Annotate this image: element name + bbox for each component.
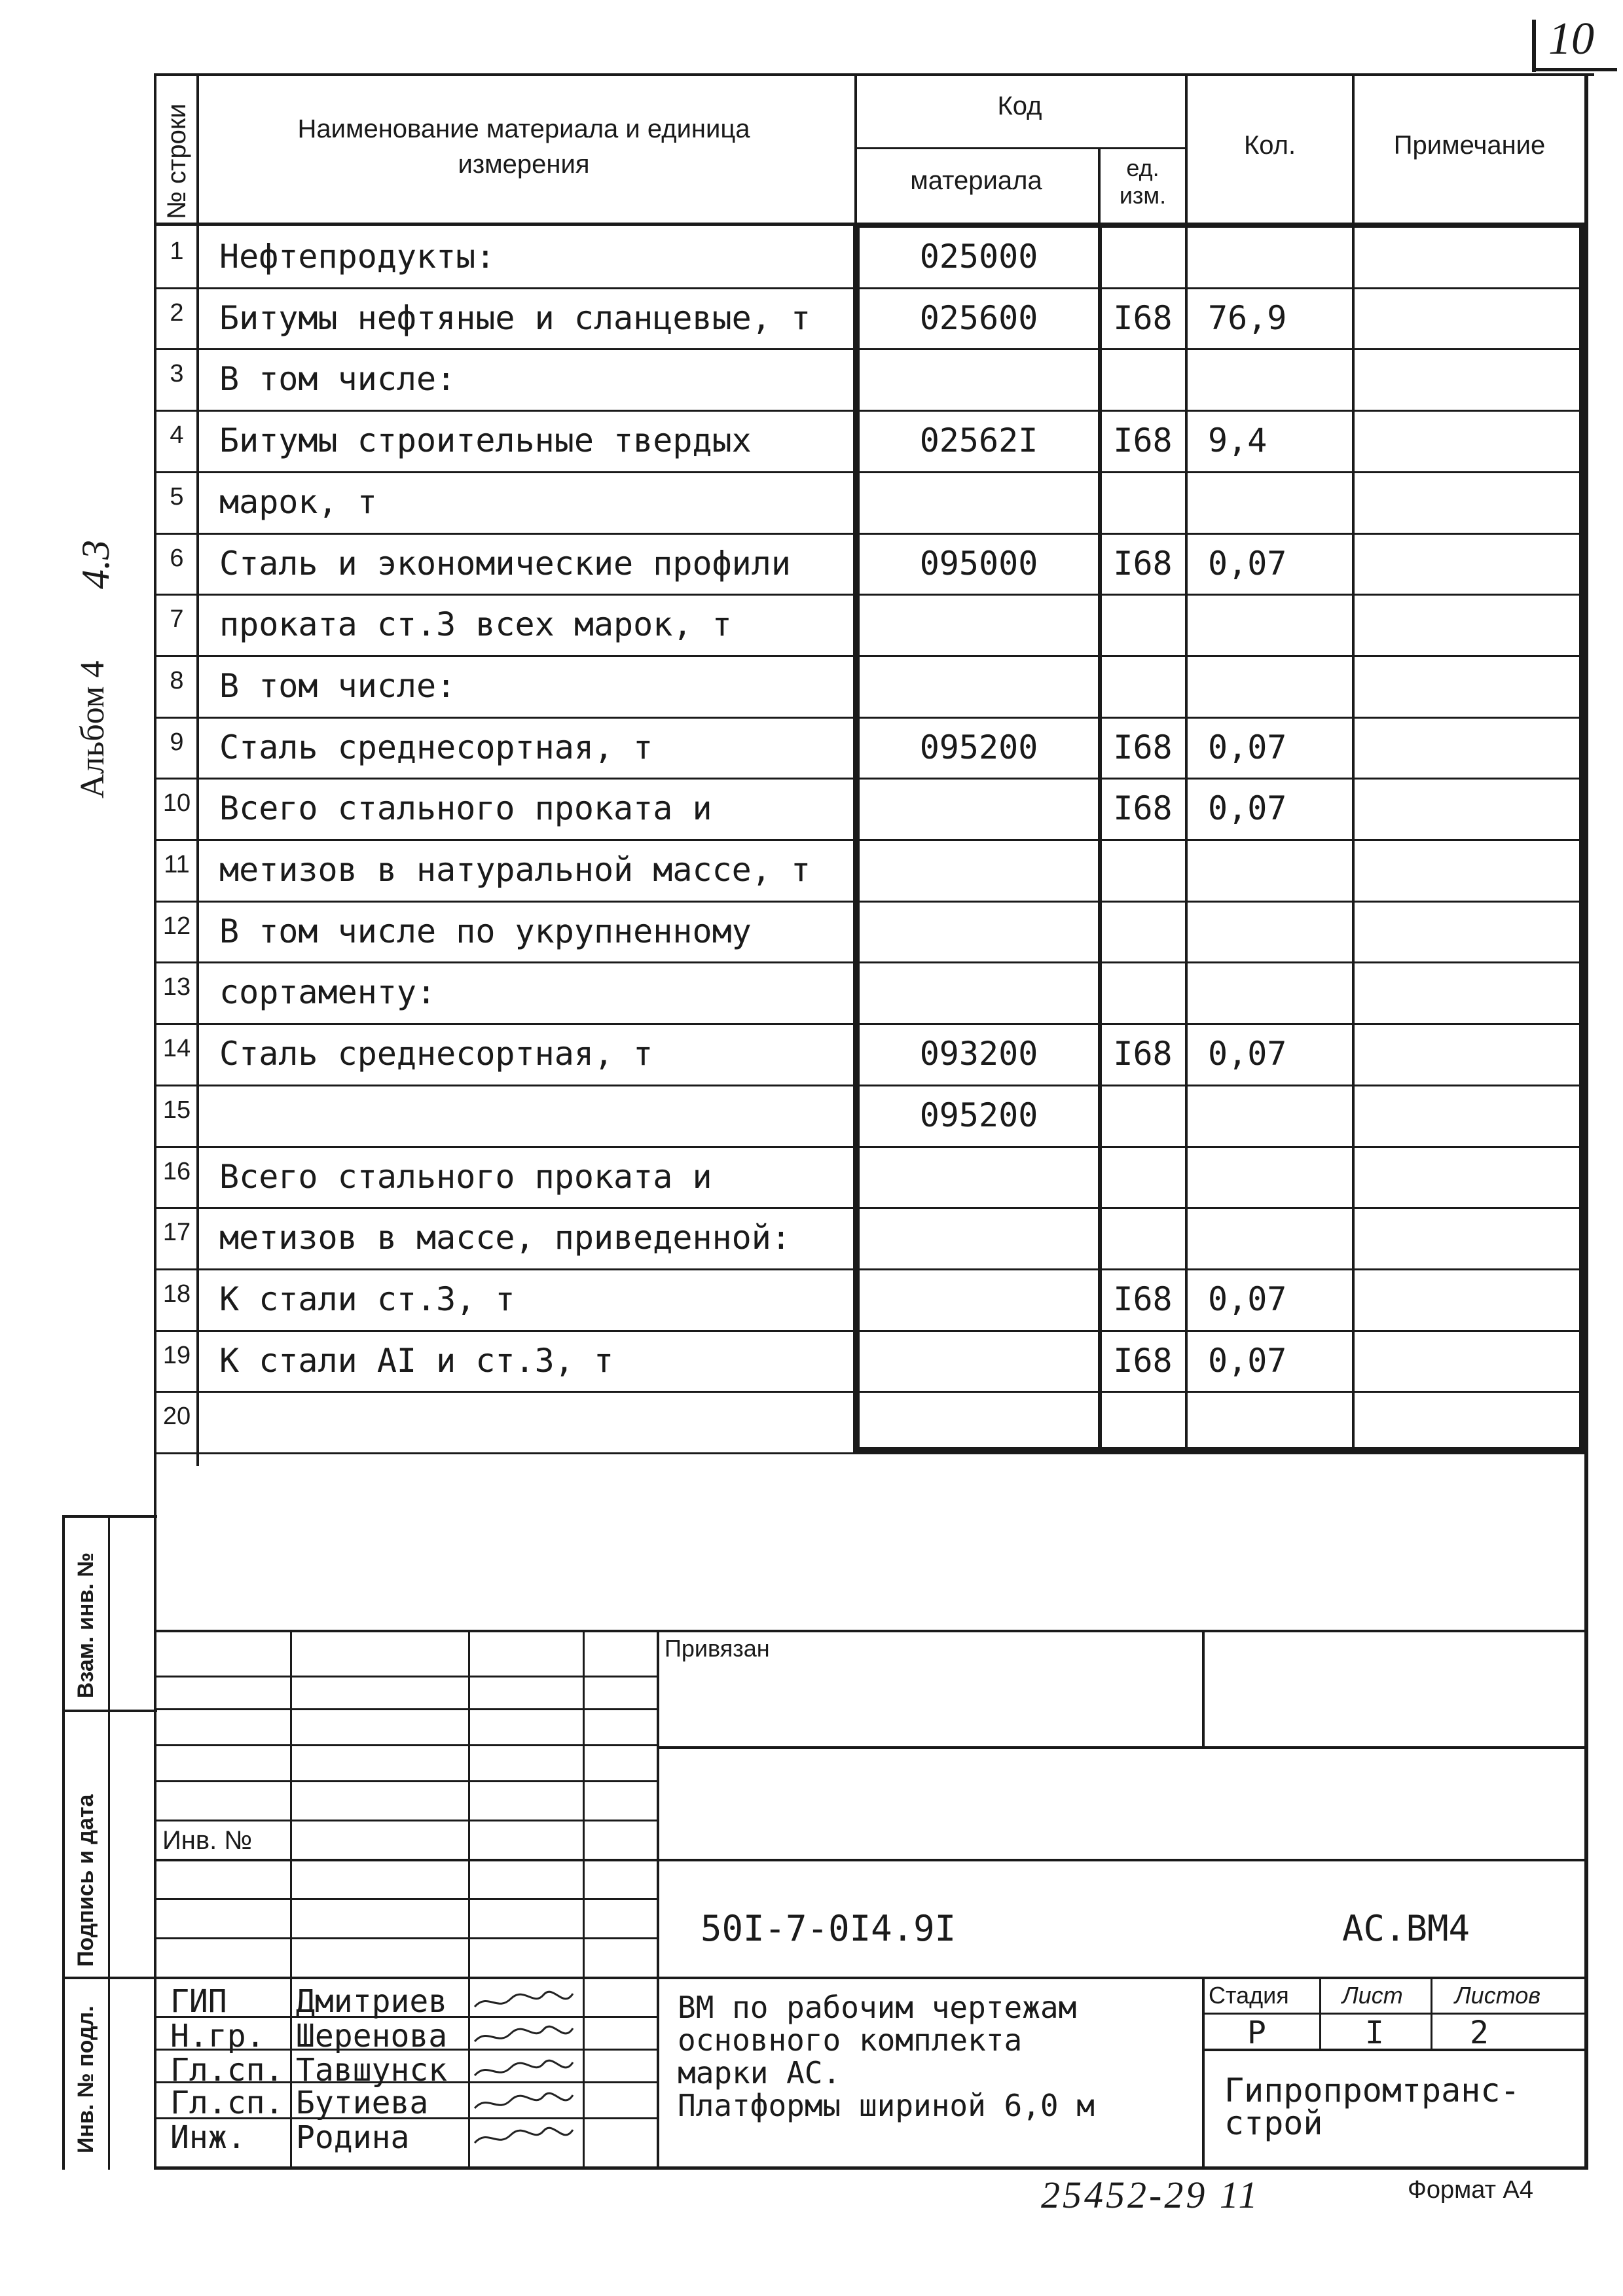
document-mark: АС.ВМ4 xyxy=(1342,1908,1470,1949)
quantity-cell: 0,07 xyxy=(1208,1280,1287,1318)
unit-code-cell: I68 xyxy=(1113,298,1173,337)
material-name-cell: Битумы нефтяные и сланцевые, т xyxy=(219,298,811,337)
signature-scribble xyxy=(471,2022,576,2054)
sheets-value: 2 xyxy=(1470,2015,1489,2051)
organization-line-1: Гипропромтранс- xyxy=(1224,2072,1520,2109)
title-line-2: основного комплекта xyxy=(678,2022,1023,2058)
signatory-role: Инж. xyxy=(170,2119,246,2156)
row-number-cell: 3 xyxy=(170,360,184,388)
format-label: Формат А4 xyxy=(1408,2176,1534,2204)
row-number-cell: 7 xyxy=(170,605,184,634)
album-handwritten: 4.3 xyxy=(74,540,117,589)
signatory-name: Бутиева xyxy=(296,2085,429,2121)
row-number-cell: 19 xyxy=(162,1341,191,1369)
document-code: 50I-7-0I4.9I xyxy=(701,1908,957,1949)
material-code-cell: 025600 xyxy=(919,298,1038,337)
signatory-name: Тавшунск xyxy=(296,2052,448,2089)
vzam-inv-label: Взам. инв. № xyxy=(73,1552,98,1698)
material-code-cell: 095200 xyxy=(919,1096,1038,1134)
organization-line-2: строй xyxy=(1224,2104,1323,2142)
unit-code-cell: I68 xyxy=(1113,1035,1173,1073)
signatory-name: Шеренова xyxy=(296,2018,448,2054)
quantity-cell: 0,07 xyxy=(1208,1035,1287,1073)
row-number-cell: 4 xyxy=(170,422,184,450)
material-name-cell: Нефтепродукты: xyxy=(219,238,496,276)
header-code-unit-2: изм. xyxy=(1119,182,1167,209)
inv-podl-label: Инв. № подл. xyxy=(73,2005,98,2153)
signature-scribble xyxy=(471,2123,576,2155)
header-code: Код xyxy=(997,92,1042,120)
signatory-role: Н.гр. xyxy=(170,2018,265,2054)
material-name-cell: сортаменту: xyxy=(219,973,437,1012)
row-number-cell: 2 xyxy=(170,298,184,327)
quantity-cell: 0,07 xyxy=(1208,728,1287,766)
stage-value: Р xyxy=(1247,2015,1266,2051)
material-name-cell: Сталь среднесортная, т xyxy=(219,728,653,766)
unit-code-cell: I68 xyxy=(1113,422,1173,460)
signatory-role: Гл.сп. xyxy=(170,2052,284,2089)
signature-scribble xyxy=(471,1987,576,2019)
title-line-3: марки АС. xyxy=(678,2055,841,2090)
header-code-material: материала xyxy=(910,166,1042,195)
material-name-cell: метизов в массе, приведенной: xyxy=(219,1219,791,1257)
material-name-cell: метизов в натуральной массе, т xyxy=(219,851,811,889)
signatory-name: Дмитриев xyxy=(296,1983,448,2020)
material-name-cell: К стали АI и ст.3, т xyxy=(219,1341,614,1380)
row-number-cell: 17 xyxy=(162,1219,191,1247)
unit-code-cell: I68 xyxy=(1113,728,1173,766)
signatory-role: Гл.сп. xyxy=(170,2085,284,2121)
header-note: Примечание xyxy=(1393,131,1546,160)
header-name: Наименование материала и единица измерения xyxy=(297,115,750,179)
row-number-cell: 5 xyxy=(170,482,184,511)
unit-code-cell: I68 xyxy=(1113,1280,1173,1318)
row-number-cell: 12 xyxy=(162,912,191,940)
row-number-cell: 18 xyxy=(162,1280,191,1308)
material-name-cell: К стали ст.3, т xyxy=(219,1280,515,1318)
handwritten-number: 25452-29 11 xyxy=(1041,2174,1260,2216)
signatory-role: ГИП xyxy=(170,1983,227,2020)
material-name-cell: В том числе по укрупненному xyxy=(219,912,752,950)
material-code-cell: 095200 xyxy=(919,728,1038,766)
row-number-cell: 16 xyxy=(162,1157,191,1185)
row-number-cell: 14 xyxy=(162,1035,191,1063)
signature-scribble xyxy=(471,2056,576,2088)
row-number-cell: 8 xyxy=(170,666,184,694)
row-number-cell: 11 xyxy=(164,851,190,878)
material-name-cell: Всего стального проката и xyxy=(219,1157,712,1196)
row-number-cell: 10 xyxy=(162,789,191,817)
unit-code-cell: I68 xyxy=(1113,1341,1173,1380)
title-line-4: Платформы шириной 6,0 м xyxy=(678,2088,1095,2123)
material-name-cell: В том числе: xyxy=(219,360,456,399)
material-name-cell: Всего стального проката и xyxy=(219,789,712,828)
row-number-cell: 9 xyxy=(170,728,184,756)
album-label: Альбом 4 xyxy=(74,660,111,798)
quantity-cell: 0,07 xyxy=(1208,544,1287,583)
row-number-cell: 20 xyxy=(162,1403,191,1431)
unit-code-cell: I68 xyxy=(1113,544,1173,583)
row-number-cell: 6 xyxy=(170,544,184,572)
inv-no-label: Инв. № xyxy=(162,1826,253,1855)
row-number-cell: 15 xyxy=(162,1096,191,1124)
quantity-cell: 0,07 xyxy=(1208,789,1287,828)
material-name-cell: проката ст.3 всех марок, т xyxy=(219,605,732,644)
material-name-cell: Битумы строительные твердых xyxy=(219,422,752,460)
privyazan-label: Привязан xyxy=(665,1635,770,1662)
material-code-cell: 02562I xyxy=(919,422,1038,460)
header-qty: Кол. xyxy=(1243,131,1296,160)
header-code-unit-1: ед. xyxy=(1126,154,1159,181)
stage-label: Стадия xyxy=(1209,1982,1289,2009)
signature-scribble xyxy=(471,2089,576,2121)
material-name-cell: марок, т xyxy=(219,482,377,521)
material-name-cell: Сталь среднесортная, т xyxy=(219,1035,653,1073)
title-line-1: ВМ по рабочим чертежам xyxy=(678,1990,1077,2025)
header-row-no: № строки xyxy=(162,103,191,219)
material-code-cell: 095000 xyxy=(919,544,1038,583)
page-number: 10 xyxy=(1548,14,1594,64)
unit-code-cell: I68 xyxy=(1113,789,1173,828)
podpis-data-label: Подпись и дата xyxy=(73,1794,98,1967)
signatory-name: Родина xyxy=(296,2119,410,2156)
quantity-cell: 9,4 xyxy=(1208,422,1267,460)
material-code-cell: 093200 xyxy=(919,1035,1038,1073)
material-name-cell: Сталь и экономические профили xyxy=(219,544,791,583)
material-code-cell: 025000 xyxy=(919,238,1038,276)
sheet-value: I xyxy=(1365,2015,1384,2051)
material-name-cell: В том числе: xyxy=(219,666,456,705)
sheets-label: Листов xyxy=(1455,1982,1541,2009)
quantity-cell: 0,07 xyxy=(1208,1341,1287,1380)
quantity-cell: 76,9 xyxy=(1208,298,1287,337)
sheet-label: Лист xyxy=(1342,1982,1403,2009)
row-number-cell: 13 xyxy=(162,973,191,1001)
row-number-cell: 1 xyxy=(170,238,184,265)
